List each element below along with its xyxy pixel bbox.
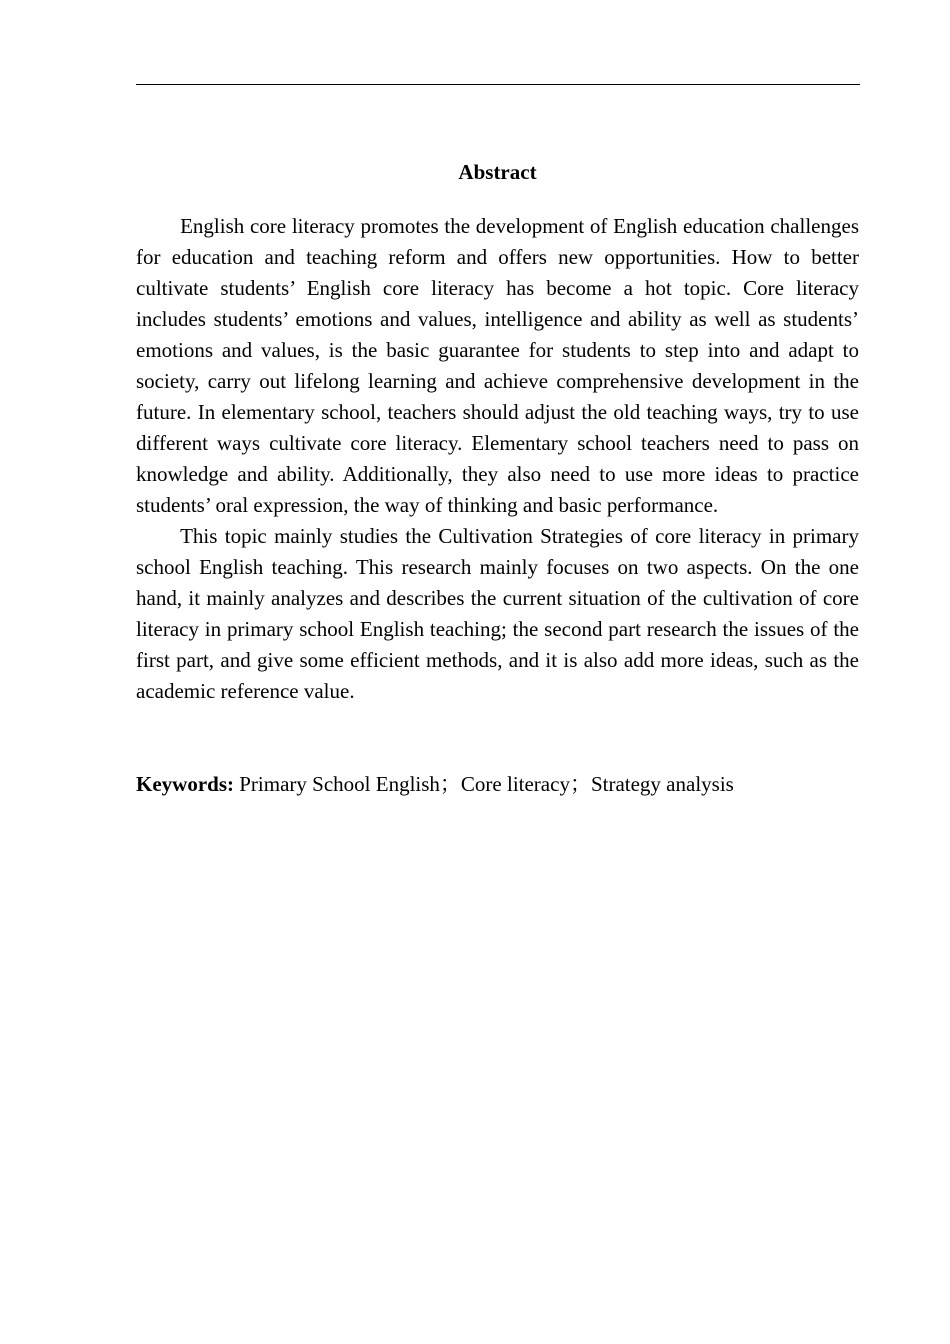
abstract-section (136, 155, 859, 800)
keywords-line (136, 769, 859, 800)
keywords-text: Primary School English；Core literacy；Strategy analysis (239, 772, 734, 796)
abstract-paragraph-2: This topic mainly studies the Cultivation Strategies of core literacy in primary school English teaching. This research mainly focuses on two aspects. On the one hand, it mainly analyzes and describes the current situation of the cultivation of core literacy in primary school English teaching; the second part research the issues of the first part, and give some efficient methods, and it is also add more ideas, such as the academic reference value. (136, 524, 859, 703)
keywords-label: Keywords: (136, 772, 234, 796)
header-rule (136, 84, 860, 85)
abstract-paragraph-1: English core literacy promotes the development of English education challenges for education and teaching reform and offers new opportunities. How to better cultivate students’ English core literacy has become a hot topic. Core literacy includes students’ emotions and values, intelligence and ability as well as students’ emotions and values, is the basic guarantee for students to step into and adapt to society, carry out lifelong learning and achieve comprehensive development in the future. In elementary school, teachers should adjust the old teaching ways, try to use different ways cultivate core literacy. Elementary school teachers need to pass on knowledge and ability. Additionally, they also need to use more ideas to practice students’ oral expression, the way of thinking and basic performance. (136, 214, 859, 517)
abstract-title: Abstract (458, 160, 537, 184)
